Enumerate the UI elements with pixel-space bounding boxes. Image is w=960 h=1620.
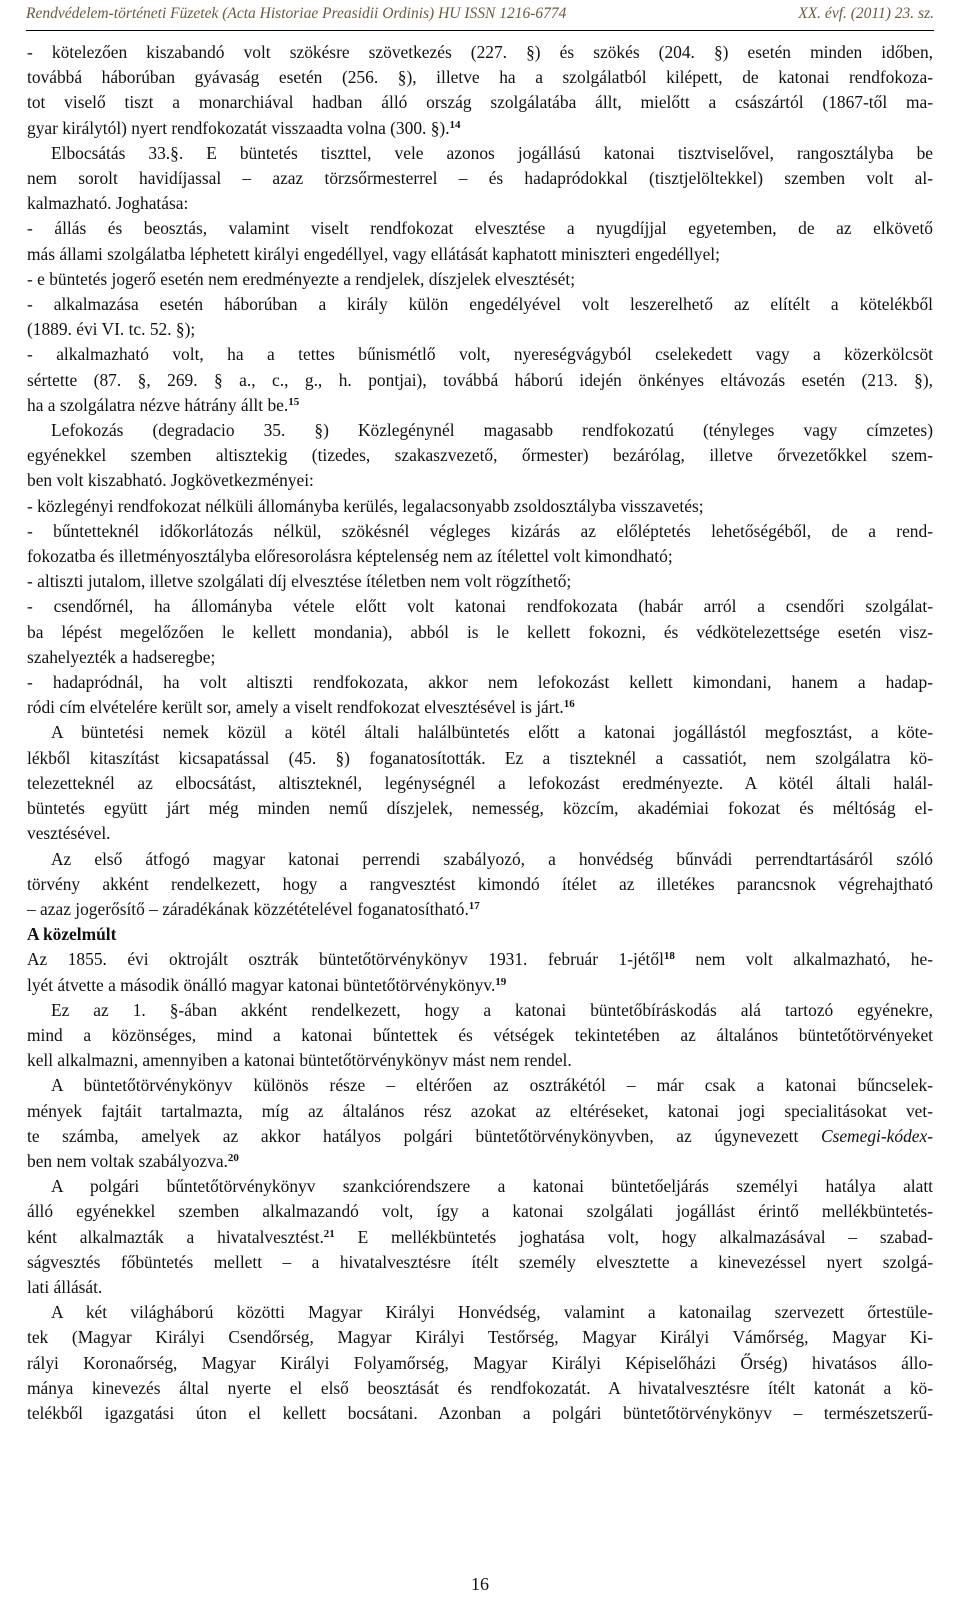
text-line: A két világháború közötti Magyar Királyi Honvédség, valamint a katonailag szervezett őrtestüle-	[51, 1302, 933, 1323]
italic-term: Csemegi-kódex	[820, 1125, 928, 1146]
text-line: A polgári bűntetőtörvénykönyv szankciórendszere a katonai büntetőeljárás személyi hatálya alatt	[51, 1176, 933, 1197]
text-line: – azaz jogerősítő – záradékának közzétételével foganatosítható.$^{17}$	[27, 898, 480, 919]
text-line: más állami szolgálatba léphetett királyi engedéllyel, vagy ellátását kaphatott miniszteri engedéllyel;	[27, 243, 720, 264]
text-line: egyénekkel szemben altisztekig (tizedes, szakaszvezető, őrmester) bezárólag, illetve őrvezetőkkel szem-	[27, 445, 933, 466]
text-line: A büntetőtörvénykönyv különös része – eltérően az osztrákétól – már csak a katonai bűncselek-	[51, 1075, 933, 1096]
paragraph	[27, 418, 933, 494]
paragraph	[27, 40, 933, 141]
paragraph	[27, 569, 933, 594]
text-line: mind a közönséges, mind a katonai bűntettek és vétségek tekintetében az általános büntetőtörvényeket	[27, 1024, 933, 1045]
paragraph	[27, 141, 933, 217]
article-body	[27, 40, 933, 1426]
text-line: lyét átvette a második önálló magyar katonai büntetőtörvénykönyv.$^{19}$	[27, 974, 507, 995]
paragraph	[27, 720, 933, 846]
footnote-ref[interactable]: 17	[468, 899, 480, 912]
text-line: Elbocsátás 33.§. E büntetés tiszttel, vele azonos jogállású katonai tisztviselővel, rangosztályba be	[51, 142, 933, 163]
journal-title: Rendvédelem-történeti Füzetek (Acta Historiae Preasidii Ordinis) HU ISSN 1216-6774	[26, 5, 567, 22]
footnote-ref[interactable]: 18	[663, 950, 675, 963]
footnote-ref[interactable]: 14	[449, 118, 461, 131]
text-line: sértette (87. §, 269. § a., c., g., h. pontjai), továbbá háború idején önkényes eltávozás esetén (213. §),	[27, 369, 933, 390]
text-line: vesztésével.	[27, 823, 111, 844]
text-line: álló egyénekkel szemben alkalmazandó volt, így a katonai szolgálati jogállást érintő mellékbüntetés-	[27, 1201, 933, 1222]
paragraph	[27, 998, 933, 1074]
text-line: te számba, amelyek az akkor hatályos polgári büntetőtörvénykönyvben, az úgynevezett Csemegi-kódex-	[27, 1125, 933, 1146]
page-number: 16	[471, 1574, 489, 1594]
running-header	[26, 0, 934, 31]
text-line: Az első átfogó magyar katonai perrendi szabályozó, a honvédség bűnvádi perrendtartásáról szóló	[51, 848, 933, 869]
paragraph	[27, 1073, 933, 1174]
text-line: (1889. évi VI. tc. 52. §);	[27, 319, 196, 340]
footnote-ref[interactable]: 21	[323, 1227, 335, 1240]
text-line: szahelyezték a hadseregbe;	[27, 646, 216, 667]
text-line: kell alkalmazni, amennyiben a katonai büntetőtörvénykönyv mást nem rendel.	[27, 1050, 572, 1071]
text-line: rályi Koronaőrség, Magyar Királyi Folyamőrség, Magyar Királyi Képiselőházi Őrség) hivatásos állo-	[27, 1352, 933, 1373]
text-line: - hadapródnál, ha volt altiszti rendfokozata, akkor nem lefokozást kellett kimondani, hanem a hadap-	[27, 672, 933, 693]
text-line: ba lépést megelőzően le kellett mondania), abból is le kellett fokozni, és védkötelezettsége esetén visz-	[27, 621, 933, 642]
text-line: ródi cím elvételére került sor, amely a viselt rendfokozat elvesztésével is járt.$^{16}$	[27, 697, 575, 718]
text-line: telezetteknél az elbocsátást, altiszteknél, legénységnél a lefokozást eredményezte. A kötél általi halál-	[27, 772, 933, 793]
text-line: gyar királytól) nyert rendfokozatát visszaadta volna (300. §).$^{14}$	[27, 117, 461, 138]
paragraph	[27, 494, 933, 519]
text-line: kalmazható. Joghatása:	[27, 193, 189, 214]
paragraph	[27, 267, 933, 292]
text-line: Lefokozás (degradacio 35. §) Közlegénynél magasabb rendfokozatú (tényleges vagy címzetes)	[51, 420, 933, 441]
paragraph	[27, 1174, 933, 1300]
text-line: telékből igazgatási úton el kellett bocsátani. Azonban a polgári büntetőtörvénykönyv – természetszerű-	[27, 1402, 933, 1423]
paragraph	[27, 292, 933, 342]
text-line: nem sorolt havidíjassal – azaz törzsőrmesterrel – és hadapródokkal (tisztjelöltekkel) szemben volt al-	[27, 168, 933, 189]
text-line: büntetés együtt járt még minden nemű díszjelek, nemesség, közcím, akadémiai fokozat és méltóság el-	[27, 798, 933, 819]
footnote-ref[interactable]: 19	[495, 975, 507, 988]
text-line: ha a szolgálatra nézve hátrány állt be.$^{15}$	[27, 394, 300, 415]
text-line: - e büntetés jogerő esetén nem eredményezte a rendjelek, díszjelek elvesztését;	[27, 268, 576, 289]
text-line: - kötelezően kiszabandó volt szökésre szövetkezés (227. §) és szökés (204. §) esetén minden időben,	[27, 42, 933, 62]
text-line: - altiszti jutalom, illetve szolgálati díj elvesztése ítéletben nem volt rögzíthető;	[27, 571, 572, 592]
text-line: - csendőrnél, ha állományba vétele előtt volt katonai rendfokozata (habár arról a csendőri szolgálat-	[27, 596, 933, 617]
text-line: törvény akként rendelkezett, hogy a rangvesztést kimondó ítélet az illetékes parancsnok végrehajtható	[27, 873, 933, 894]
text-line: - bűntetteknél időkorlátozás nélkül, szökésnél végleges kizárás az előléptetés lehetőségéből, de a rend-	[27, 520, 933, 541]
text-line: A közelmúlt	[27, 924, 117, 945]
text-line: tek (Magyar Királyi Csendőrség, Magyar Királyi Testőrség, Magyar Királyi Vámőrség, Magyar Ki-	[27, 1327, 933, 1348]
paragraph	[27, 216, 933, 266]
text-line: továbbá háborúban gyávaság esetén (256. §), illetve ha a szolgálatból kilépett, de katonai rendfokoza-	[27, 67, 933, 88]
text-line: - alkalmazható volt, ha a tettes bűnismétlő volt, nyereségvágyból cselekedett vagy a közerkölcsöt	[27, 344, 933, 365]
text-line: mények fajtáit tartalmazta, míg az általános rész azokat az eltéréseket, katonai jogi specialitásokat vet-	[27, 1100, 933, 1121]
text-line: ben nem voltak szabályozva.$^{20}$	[27, 1150, 239, 1171]
volume-info: XX. évf. (2011) 23. sz.	[798, 5, 934, 22]
paragraph	[27, 1300, 933, 1426]
text-line: - alkalmazása esetén háborúban a király külön engedélyével volt leszerelhető az elítélt a kötelékből	[27, 294, 933, 315]
paragraph	[27, 594, 933, 670]
text-line: lati állását.	[27, 1276, 103, 1297]
text-line: Az 1855. évi oktrojált osztrák büntetőtörvénykönyv 1931. február 1-jétől$^{18}$ nem volt alkalmazható, he-	[27, 949, 933, 970]
text-line: ságvesztés főbüntetés mellett – a hivatalvesztésre ítélt személy elvesztette a kinevezéssel nyert szolgá-	[27, 1251, 933, 1272]
footnote-ref[interactable]: 20	[227, 1151, 239, 1164]
text-line: mánya kinevezés által nyerte el első beosztását és rendfokozatát. A hivatalvesztésre ítélt katonát a kö-	[27, 1377, 933, 1398]
paragraph	[27, 847, 933, 923]
text-line: - állás és beosztás, valamint viselt rendfokozat elvesztése a nyugdíjjal egyetemben, de az elkövető	[27, 218, 933, 239]
text-line: - közlegényi rendfokozat nélküli állományba kerülés, legalacsonyabb zsoldosztályba visszavetés;	[27, 495, 704, 516]
text-line: tot viselő tiszt a monarchiával hadban álló ország szolgálatába állt, mielőtt a császártól (1867-től ma-	[27, 92, 933, 113]
paragraph	[27, 342, 933, 418]
paragraph	[27, 947, 933, 997]
text-line: ben volt kiszabható. Jogkövetkezményei:	[27, 470, 314, 491]
text-line: lékből kitaszítást kicsapatással (45. §) foganatosították. Ez a tiszteknél a cassatiót, nem szolgálatra kö-	[27, 747, 933, 768]
footnote-ref[interactable]: 16	[563, 698, 575, 711]
text-line: fokozatba és illetményosztályba előresorolásra képtelenség nem az ítélettel volt kimondható;	[27, 546, 673, 567]
footnote-ref[interactable]: 15	[288, 395, 300, 408]
paragraph	[27, 670, 933, 720]
paragraph	[27, 519, 933, 569]
text-line: Ez az 1. §-ában akként rendelkezett, hogy a katonai büntetőbíráskodás alá tartozó egyénekre,	[51, 999, 933, 1020]
text-line: ként alkalmazták a hivatalvesztést.$^{21}$ E mellékbüntetés joghatása volt, hogy alkalmazásával – szabad-	[27, 1226, 933, 1247]
text-line: A büntetési nemek közül a kötél általi halálbüntetés előtt a katonai jogállástól megfosztást, a köte-	[51, 722, 933, 743]
section-heading	[27, 922, 933, 947]
